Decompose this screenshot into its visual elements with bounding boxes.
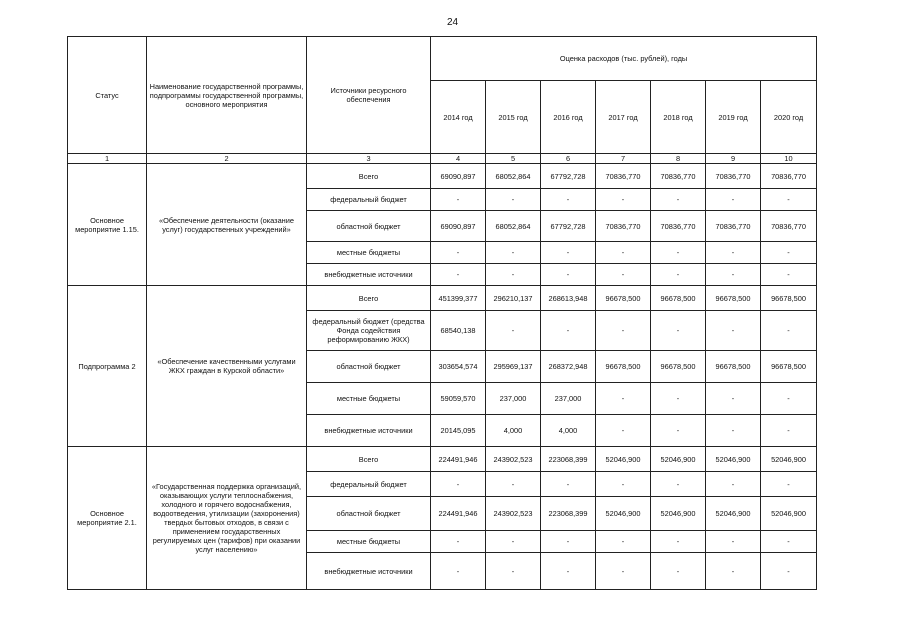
value-cell: - (431, 242, 486, 264)
value-cell: 68052,864 (486, 211, 541, 242)
value-cell: 68540,138 (431, 311, 486, 351)
source-cell: Всего (307, 286, 431, 311)
value-cell: - (541, 242, 596, 264)
value-cell: - (761, 531, 817, 553)
value-cell: 59059,570 (431, 383, 486, 415)
header-year: 2019 год (706, 81, 761, 154)
source-cell: областной бюджет (307, 497, 431, 531)
value-cell: - (706, 242, 761, 264)
value-cell: - (486, 472, 541, 497)
value-cell: 96678,500 (706, 351, 761, 383)
value-cell: - (651, 415, 706, 447)
value-cell: 224491,946 (431, 497, 486, 531)
value-cell: - (431, 531, 486, 553)
value-cell: - (761, 472, 817, 497)
value-cell: 70836,770 (596, 211, 651, 242)
value-cell: - (706, 311, 761, 351)
value-cell: - (706, 415, 761, 447)
status-cell: Основное мероприятие 1.15. (68, 164, 147, 286)
source-cell: местные бюджеты (307, 531, 431, 553)
table-row (68, 164, 817, 189)
value-cell: 70836,770 (706, 211, 761, 242)
value-cell: - (596, 531, 651, 553)
value-cell: - (706, 531, 761, 553)
value-cell: 4,000 (486, 415, 541, 447)
value-cell: - (651, 189, 706, 211)
value-cell: 237,000 (486, 383, 541, 415)
value-cell: - (651, 553, 706, 590)
value-cell: 20145,095 (431, 415, 486, 447)
value-cell: 237,000 (541, 383, 596, 415)
value-cell: - (431, 264, 486, 286)
value-cell: 296210,137 (486, 286, 541, 311)
status-cell: Основное мероприятие 2.1. (68, 447, 147, 590)
value-cell: - (651, 264, 706, 286)
budget-table (67, 36, 817, 590)
value-cell: - (486, 264, 541, 286)
table-row (68, 286, 817, 311)
source-cell: внебюджетные источники (307, 264, 431, 286)
value-cell: - (706, 472, 761, 497)
value-cell: 223068,399 (541, 497, 596, 531)
value-cell: - (761, 553, 817, 590)
value-cell: - (431, 553, 486, 590)
value-cell: - (596, 189, 651, 211)
value-cell: - (541, 311, 596, 351)
value-cell: 268372,948 (541, 351, 596, 383)
value-cell: - (486, 189, 541, 211)
value-cell: - (651, 472, 706, 497)
value-cell: - (761, 311, 817, 351)
column-number: 3 (307, 154, 431, 164)
column-number: 10 (761, 154, 817, 164)
header-estimate: Оценка расходов (тыс. рублей), годы (431, 37, 817, 81)
value-cell: - (486, 553, 541, 590)
value-cell: - (651, 383, 706, 415)
value-cell: 303654,574 (431, 351, 486, 383)
table-header (68, 37, 817, 164)
source-cell: федеральный бюджет (307, 472, 431, 497)
value-cell: - (596, 553, 651, 590)
value-cell: 52046,900 (761, 447, 817, 472)
value-cell: - (651, 531, 706, 553)
value-cell: 70836,770 (596, 164, 651, 189)
value-cell: 52046,900 (651, 447, 706, 472)
value-cell: 52046,900 (651, 497, 706, 531)
column-number: 8 (651, 154, 706, 164)
value-cell: 295969,137 (486, 351, 541, 383)
column-number: 1 (68, 154, 147, 164)
value-cell: - (596, 242, 651, 264)
name-cell: «Обеспечение качественными услугами ЖКХ граждан в Курской области» (147, 286, 307, 447)
value-cell: 52046,900 (706, 497, 761, 531)
column-number: 5 (486, 154, 541, 164)
value-cell: - (651, 311, 706, 351)
value-cell: 96678,500 (761, 351, 817, 383)
name-cell: «Государственная поддержка организаций, оказывающих услуги теплоснабжения, холодного и горячего водоснабжения, водоотведения, утилизации (захоронения) твердых бытовых отходов, в связи с применением государственных регулируемых цен (тарифов) при оказании услуг населению» (147, 447, 307, 590)
value-cell: - (596, 311, 651, 351)
value-cell: 70836,770 (761, 164, 817, 189)
header-name: Наименование государственной программы, подпрограммы государственной программы, основного мероприятия (147, 37, 307, 154)
column-number-row (68, 154, 817, 164)
value-cell: 96678,500 (596, 286, 651, 311)
source-cell: Всего (307, 164, 431, 189)
value-cell: 70836,770 (651, 211, 706, 242)
value-cell: 451399,377 (431, 286, 486, 311)
value-cell: - (596, 383, 651, 415)
source-cell: областной бюджет (307, 211, 431, 242)
value-cell: - (596, 415, 651, 447)
source-cell: Всего (307, 447, 431, 472)
header-year: 2017 год (596, 81, 651, 154)
value-cell: 69090,897 (431, 164, 486, 189)
value-cell: 67792,728 (541, 211, 596, 242)
value-cell: - (596, 472, 651, 497)
value-cell: - (486, 242, 541, 264)
header-year: 2014 год (431, 81, 486, 154)
source-cell: федеральный бюджет (средства Фонда содействия реформированию ЖКХ) (307, 311, 431, 351)
value-cell: 70836,770 (651, 164, 706, 189)
value-cell: - (541, 553, 596, 590)
header-year: 2015 год (486, 81, 541, 154)
value-cell: - (541, 264, 596, 286)
value-cell: - (431, 472, 486, 497)
value-cell: - (761, 242, 817, 264)
status-cell: Подпрограмма 2 (68, 286, 147, 447)
value-cell: - (541, 189, 596, 211)
source-cell: местные бюджеты (307, 242, 431, 264)
value-cell: 52046,900 (761, 497, 817, 531)
value-cell: 68052,864 (486, 164, 541, 189)
value-cell: - (706, 189, 761, 211)
value-cell: - (706, 383, 761, 415)
value-cell: 224491,946 (431, 447, 486, 472)
source-cell: федеральный бюджет (307, 189, 431, 211)
value-cell: 96678,500 (706, 286, 761, 311)
column-number: 9 (706, 154, 761, 164)
header-status: Статус (68, 37, 147, 154)
source-cell: областной бюджет (307, 351, 431, 383)
source-cell: местные бюджеты (307, 383, 431, 415)
value-cell: - (651, 242, 706, 264)
value-cell: - (486, 311, 541, 351)
column-number: 2 (147, 154, 307, 164)
header-sources: Источники ресурсного обеспечения (307, 37, 431, 154)
page-number: 24 (446, 17, 459, 28)
value-cell: 4,000 (541, 415, 596, 447)
value-cell: 52046,900 (706, 447, 761, 472)
value-cell: - (761, 264, 817, 286)
table-row (68, 447, 817, 472)
value-cell: - (761, 383, 817, 415)
value-cell: - (431, 189, 486, 211)
value-cell: 96678,500 (651, 286, 706, 311)
value-cell: - (541, 531, 596, 553)
source-cell: внебюджетные источники (307, 553, 431, 590)
value-cell: 52046,900 (596, 497, 651, 531)
value-cell: - (486, 531, 541, 553)
column-number: 4 (431, 154, 486, 164)
value-cell: 69090,897 (431, 211, 486, 242)
value-cell: 268613,948 (541, 286, 596, 311)
value-cell: - (706, 553, 761, 590)
value-cell: 70836,770 (761, 211, 817, 242)
header-year: 2020 год (761, 81, 817, 154)
value-cell: - (761, 189, 817, 211)
value-cell: 70836,770 (706, 164, 761, 189)
value-cell: 67792,728 (541, 164, 596, 189)
header-year: 2018 год (651, 81, 706, 154)
value-cell: 96678,500 (651, 351, 706, 383)
value-cell: 243902,523 (486, 447, 541, 472)
name-cell: «Обеспечение деятельности (оказание услуг) государственных учреждений» (147, 164, 307, 286)
value-cell: 223068,399 (541, 447, 596, 472)
value-cell: 52046,900 (596, 447, 651, 472)
value-cell: - (596, 264, 651, 286)
value-cell: - (706, 264, 761, 286)
table-body (68, 164, 817, 590)
column-number: 6 (541, 154, 596, 164)
value-cell: - (541, 472, 596, 497)
header-year: 2016 год (541, 81, 596, 154)
value-cell: 96678,500 (761, 286, 817, 311)
value-cell: - (761, 415, 817, 447)
column-number: 7 (596, 154, 651, 164)
source-cell: внебюджетные источники (307, 415, 431, 447)
value-cell: 96678,500 (596, 351, 651, 383)
value-cell: 243902,523 (486, 497, 541, 531)
